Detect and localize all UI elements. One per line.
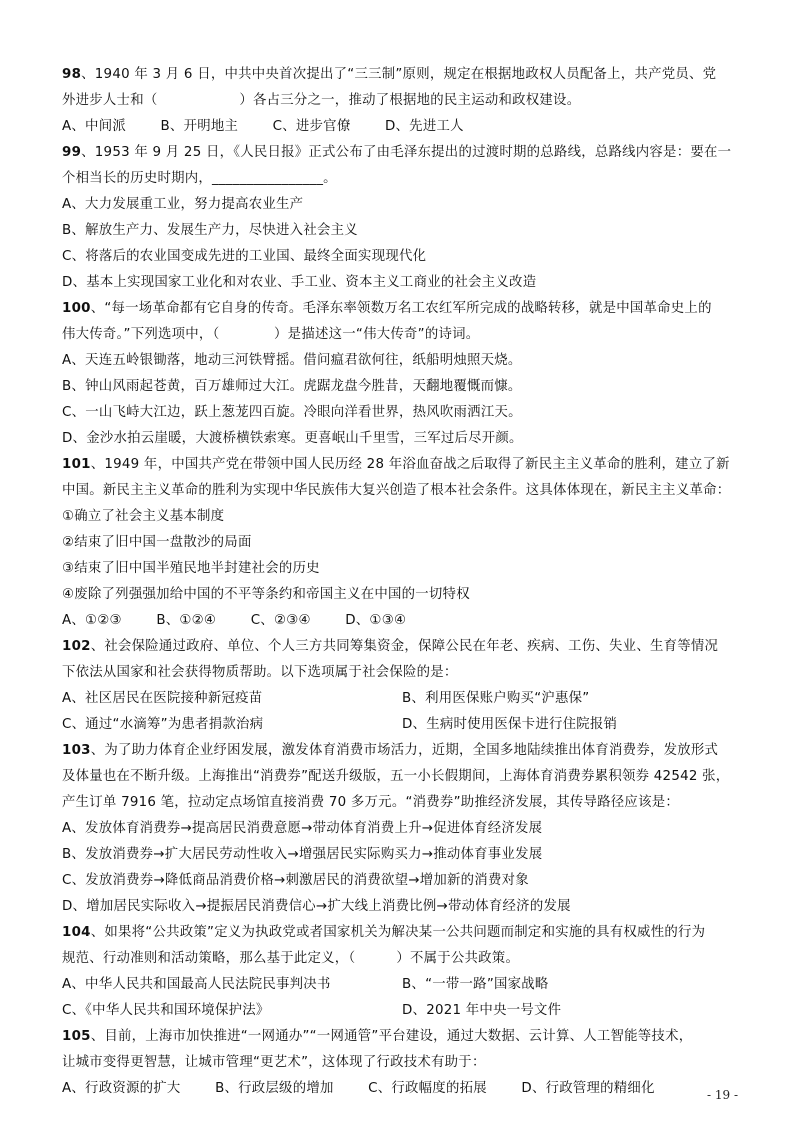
q98-options	[62, 114, 742, 140]
q105-options	[62, 1076, 742, 1102]
q99-option-a[interactable]: A、大力发展重工业，努力提高农业生产	[62, 197, 304, 212]
q102-options-row1	[62, 686, 742, 712]
page-number: - 19 -	[706, 1088, 738, 1102]
q101-number: 101	[62, 457, 91, 472]
q104-option-c[interactable]: C、《中华人民共和国环境保护法》	[62, 1003, 270, 1018]
q105-option-c[interactable]: C、行政幅度的拓展	[368, 1081, 487, 1096]
q103-option-d[interactable]: D、增加居民实际收入→提振居民消费信心→扩大线上消费比例→带动体育经济的发展	[62, 899, 571, 914]
q102-options-row2	[62, 712, 742, 738]
q102-number: 102	[62, 639, 91, 654]
q102-option-c[interactable]: C、通过“水滴筹”为患者捐款治病	[62, 717, 264, 732]
q101-line1: 101、1949 年，中国共产党在带领中国人民历经 28 年浴血奋战之后取得了新民主主义革命的胜利，建立了新	[62, 457, 730, 472]
q101-item-3: ③结束了旧中国半殖民地半封建社会的历史	[62, 561, 320, 576]
q98-option-d[interactable]: D、先进工人	[384, 119, 464, 134]
q103-line1: 103、为了助力体育企业纾困发展，激发体育消费市场活力，近期，全国多地陆续推出体育消费券，发放形式	[62, 743, 719, 758]
q103-option-a[interactable]: A、发放体育消费券→提高居民消费意愿→带动体育消费上升→促进体育经济发展	[62, 821, 543, 836]
q100-option-d[interactable]: D、金沙水拍云崖暖，大渡桥横铁索寒。更喜岷山千里雪，三军过后尽开颜。	[62, 431, 523, 446]
q104-line2: 规范、行动准则和活动策略，那么基于此定义，（ ）不属于公共政策。	[62, 951, 520, 966]
q104-number: 104	[62, 925, 91, 940]
q101-option-b[interactable]: B、①②④	[156, 613, 217, 628]
q99-number: 99	[62, 145, 82, 160]
q100-option-b[interactable]: B、钟山风雨起苍黄，百万雄师过大江。虎踞龙盘今胜昔，天翻地覆慨而慷。	[62, 379, 522, 394]
q101-option-a[interactable]: A、①②③	[62, 613, 122, 628]
q99-line2: 个相当长的历史时期内，________________。	[62, 171, 337, 186]
q100-line1: 100、“每一场革命都有它自身的传奇。毛泽东率领数万名工农红军所完成的战略转移，就是中国革命史上的	[62, 301, 712, 316]
q105-option-a[interactable]: A、行政资源的扩大	[62, 1081, 181, 1096]
q104-option-a[interactable]: A、中华人民共和国最高人民法院民事判决书	[62, 977, 331, 992]
q103-option-b[interactable]: B、发放消费券→扩大居民劳动性收入→增强居民实际购买力→推动体育事业发展	[62, 847, 543, 862]
q103-number: 103	[62, 743, 91, 758]
q104-options-row2	[62, 998, 742, 1024]
q101-item-2: ②结束了旧中国一盘散沙的局面	[62, 535, 252, 550]
q101-item-4: ④废除了列强强加给中国的不平等条约和帝国主义在中国的一切特权	[62, 587, 470, 602]
q100-number: 100	[62, 301, 91, 316]
q105-number: 105	[62, 1029, 91, 1044]
q105-line1: 105、目前，上海市加快推进“一网通办”“一网通管”平台建设，通过大数据、云计算、人工智能等技术，	[62, 1029, 693, 1044]
q102-line2: 下依法从国家和社会获得物质帮助。以下选项属于社会保险的是：	[62, 665, 458, 680]
q101-line2: 中国。新民主主义革命的胜利为实现中华民族伟大复兴创造了根本社会条件。这具体体现在，新民主主义革命：	[62, 483, 731, 498]
q98-number: 98	[62, 67, 82, 82]
q98-line1: 98、1940 年 3 月 6 日，中共中央首次提出了“三三制”原则，规定在根据地政权人员配备上，共产党员、党	[62, 67, 717, 82]
q99-option-c[interactable]: C、将落后的农业国变成先进的工业国、最终全面实现现代化	[62, 249, 427, 264]
q105-line2: 让城市变得更智慧，让城市管理“更艺术”，这体现了行政技术有助于：	[62, 1055, 486, 1070]
q99-option-d[interactable]: D、基本上实现国家工业化和对农业、手工业、资本主义工商业的社会主义改造	[62, 275, 537, 290]
q102-option-a[interactable]: A、社区居民在医院接种新冠疫苗	[62, 691, 263, 706]
q100-line2: 伟大传奇。”下列选项中，（ ）是描述这一“伟大传奇”的诗词。	[62, 327, 480, 342]
q98-option-c[interactable]: C、进步官僚	[272, 119, 351, 134]
q104-line1: 104、如果将“公共政策”定义为执政党或者国家机关为解决某一公共问题而制定和实施的具有权威性的行为	[62, 925, 706, 940]
q101-item-1: ①确立了社会主义基本制度	[62, 509, 225, 524]
q101-option-c[interactable]: C、②③④	[250, 613, 311, 628]
q102-option-d[interactable]: D、生病时使用医保卡进行住院报销	[402, 717, 618, 732]
q99-option-b[interactable]: B、解放生产力、发展生产力，尽快进入社会主义	[62, 223, 358, 238]
q104-option-d[interactable]: D、2021 年中央一号文件	[402, 1003, 562, 1018]
q102-option-b[interactable]: B、利用医保账户购买“沪惠保”	[402, 691, 590, 706]
q103-line2: 及体量也在不断升级。上海推出“消费券”配送升级版，五一小长假期间，上海体育消费券累积领券 42542 张，	[62, 769, 730, 784]
q99-line1: 99、1953 年 9 月 25 日，《人民日报》正式公布了由毛泽东提出的过渡时期的总路线，总路线内容是：要在一	[62, 145, 732, 160]
q104-option-b[interactable]: B、“一带一路”国家战略	[402, 977, 549, 992]
q98-option-a[interactable]: A、中间派	[62, 119, 126, 134]
q101-options	[62, 608, 742, 634]
q101-option-d[interactable]: D、①③④	[345, 613, 407, 628]
q100-option-a[interactable]: A、天连五岭银锄落，地动三河铁臂摇。借问瘟君欲何往，纸船明烛照天烧。	[62, 353, 522, 368]
q105-option-d[interactable]: D、行政管理的精细化	[521, 1081, 655, 1096]
q100-option-c[interactable]: C、一山飞峙大江边，跃上葱茏四百旋。冷眼向洋看世界，热风吹雨洒江天。	[62, 405, 522, 420]
q98-option-b[interactable]: B、开明地主	[160, 119, 239, 134]
q105-option-b[interactable]: B、行政层级的增加	[215, 1081, 334, 1096]
q102-line1: 102、社会保险通过政府、单位、个人三方共同筹集资金，保障公民在年老、疾病、工伤、失业、生育等情况	[62, 639, 719, 654]
q103-option-c[interactable]: C、发放消费券→降低商品消费价格→刺激居民的消费欲望→增加新的消费对象	[62, 873, 529, 888]
q98-line2: 外进步人士和（ ）各占三分之一，推动了根据地的民主运动和政权建设。	[62, 93, 581, 108]
q103-line3: 产生订单 7916 笔，拉动定点场馆直接消费 70 多万元。“消费券”助推经济发展，其传导路径应该是：	[62, 795, 679, 810]
exam-page	[62, 62, 742, 1102]
q104-options-row1	[62, 972, 742, 998]
